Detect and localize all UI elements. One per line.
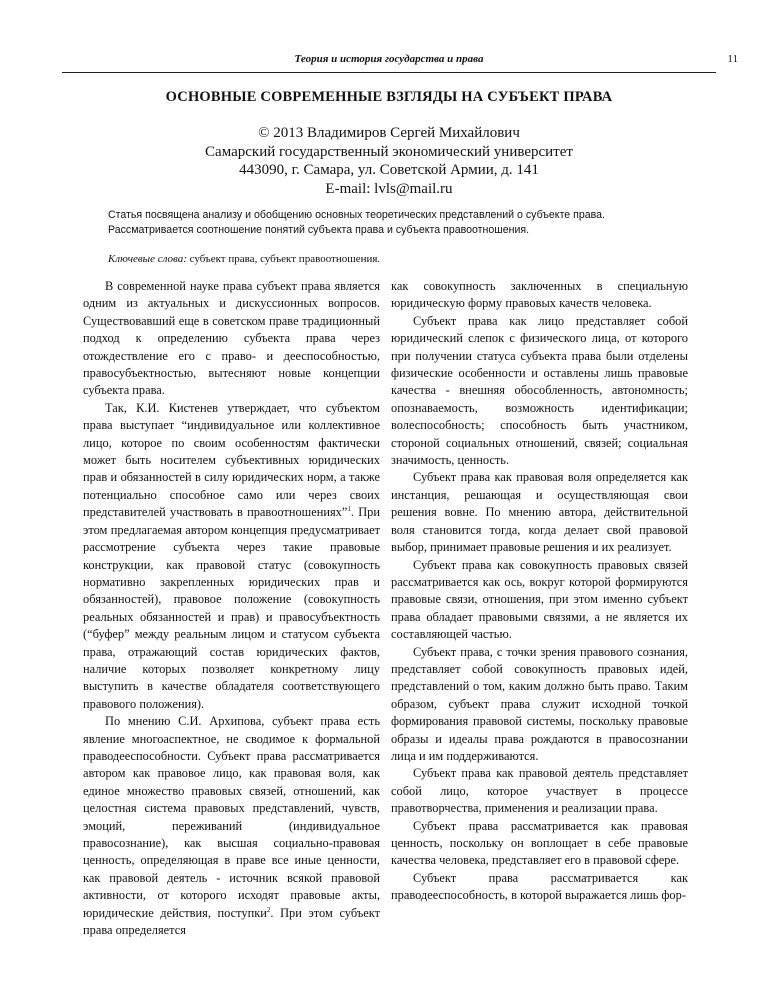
paragraph: Субъект права как лицо представляет собой юридический слепок с физического лица, от которого при получении статуса субъекта права были отделены физические особенности и оставлены лишь правовые качества - внешняя обособленность, автономность; опознаваемость, возможность идентификации; волеспособность; способность быть участником, стороной социальных отношений, связей; социальная значимость, ценность. [391, 313, 688, 468]
keywords-label: Ключевые слова: [108, 253, 187, 265]
running-header [62, 53, 738, 65]
article-title: ОСНОВНЫЕ СОВРЕМЕННЫЕ ВЗГЛЯДЫ НА СУБЪЕКТ ПРАВА [165, 89, 613, 105]
paragraph-text: . При этом предлагаемая автором концепция предусматривает рассмотрение субъекта через такие правовые конструкции, как правовой статус (совокупность нормативно закрепленных юридических прав и обязанностей), правовое положение (совокупность реальных обязанностей и прав) и правосубъектность (“буфер” между реальным лицом и статусом субъекта права, отражающий состав юридических фактов, наличие которых позволяет конкретному лицу выступить в качестве обладателя соответствующего правового положения). [83, 505, 380, 711]
paragraph: Субъект права рассматривается как правовая ценность, поскольку он воплощает в себе правовые качества человека, представляет его в правовой сфере. [391, 818, 688, 868]
author-name: © 2013 Владимиров Сергей Михайлович [258, 125, 520, 141]
author-email: E-mail: lvls@mail.ru [325, 180, 453, 197]
abstract-line: Рассматривается соотношение понятий субъекта права и субъекта правоотношения. [108, 224, 530, 236]
paragraph: Субъект права как правовой деятель представляет собой лицо, которое участвует в процессе правотворчества, применения и реализации права. [391, 766, 688, 816]
keywords [108, 253, 708, 265]
author-affiliation: Самарский государственный экономический университет [205, 143, 573, 160]
paragraph [83, 400, 380, 713]
paragraph: Субъект права, с точки зрения правового сознания, представляет собой совокупность правовых идей, представлений о том, каким должно быть право. Таким образом, субъект права служит исходной точкой формирования правовой системы, поскольку правовые образы и идеалы права рождаются в правосознании лица и им поддерживаются. [391, 644, 688, 763]
paragraph: В современной науке права субъект права является одним из актуальных и дискуссионных вопросов. Существовавший еще в советском праве традиционный подход к определению субъекта права через отождествление его с право- и дееспособностью, правосубъектностью, вытесняют новые концепции субъекта права. [83, 279, 380, 398]
paragraph [83, 713, 380, 939]
footnote-ref: 2 [266, 905, 271, 914]
body-column-left [83, 278, 380, 939]
abstract-line: Статья посвящена анализу и обобщению основных теоретических представлений о субъекте права. [108, 209, 605, 221]
paragraph-text: По мнению С.И. Архипова, субъект права есть явление многоаспектное, не сводимое к формальной праводееспособности. Субъект права рассматривается автором как правовое лицо, как правовая воля, как единое множество правовых связей, отношений, как целостная система правовых представлений, чувств, эмоций, переживаний (индивидуальное правосознание), как высшая социально-правовая ценность, определяющая в праве все иные ценности, как правовой деятель - источник всякой правовой активности, от которого исходят правовые акты, юридические действия, поступки [83, 714, 380, 920]
paragraph-text: Так, К.И. Кистенев утверждает, что субъектом права выступает “индивидуальное или коллективное лицо, которое по своим особенностям фактически может быть носителем субъективных юридических прав и обязанностей в силу юридических норм, а также потенциально способное само или через своих представителей участвовать в правоотношениях” [83, 400, 380, 520]
body-column-right [391, 278, 688, 905]
abstract [108, 208, 708, 238]
paragraph-text: . При этом субъект права определяется [83, 905, 380, 938]
header-divider [62, 72, 716, 73]
author-address: 443090, г. Самара, ул. Советской Армии, д. 141 [239, 162, 539, 178]
page-number: 11 [727, 53, 738, 65]
paragraph: Субъект права как правовая воля определяется как инстанция, решающая и осуществляющая свои решения вовне. По мнению автора, действительной воля становится тогда, когда делает свой правовой выбор, принимает правовые решения и их реализует. [391, 470, 688, 555]
keywords-text: субъект права, субъект правоотношения. [186, 253, 381, 265]
paragraph: Субъект права как совокупность правовых связей рассматривается как ось, вокруг которой формируются правовые связи, отношения, при этом именно субъект права обладает правовыми связями, а не является их составляющей частью. [391, 557, 688, 642]
journal-section-title: Теория и история государства и права [294, 53, 484, 65]
paragraph: Субъект права рассматривается как праводееспособность, в которой выражается лишь фор- [391, 870, 688, 903]
author-block [62, 124, 716, 198]
footnote-ref: 1 [347, 505, 351, 514]
paragraph: как совокупность заключенных в специальную юридическую форму правовых качеств человека. [391, 279, 688, 311]
